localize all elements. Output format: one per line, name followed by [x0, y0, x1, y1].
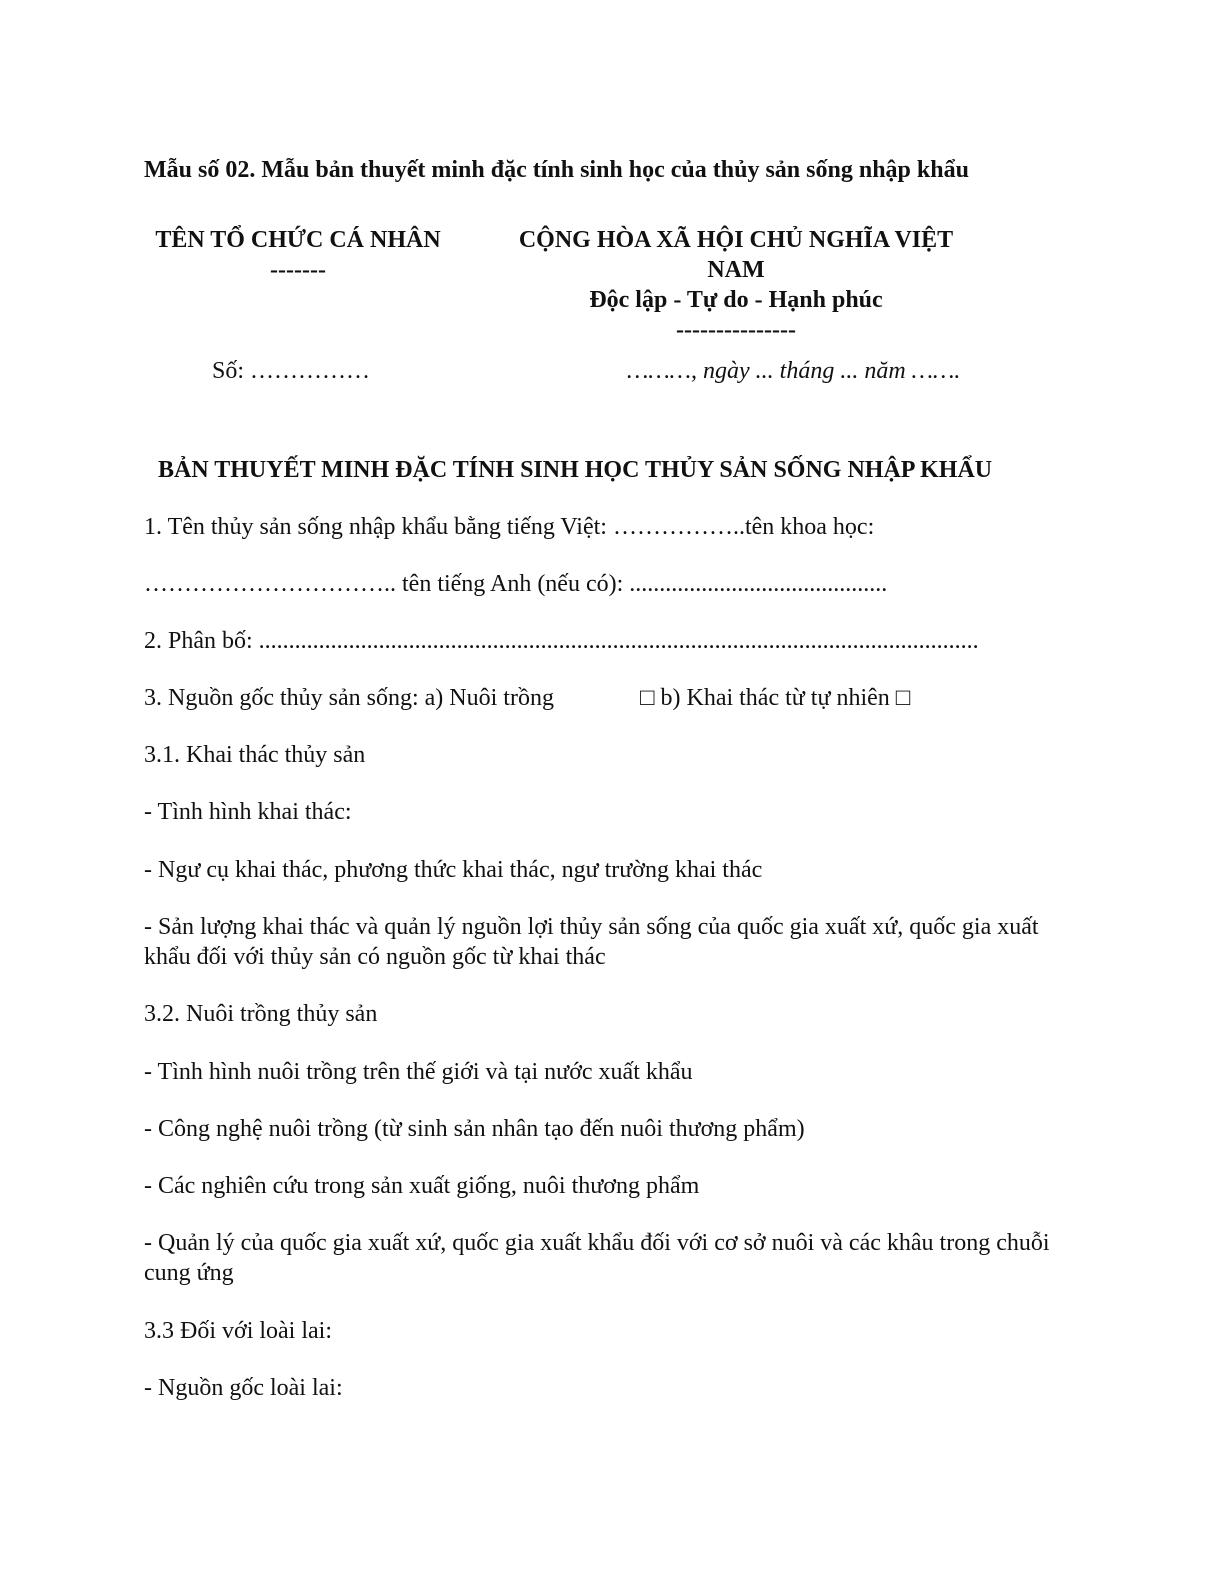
- exploitation-methods: - Ngư cụ khai thác, phương thức khai thác, ngư trường khai thác: [144, 857, 763, 883]
- country-name-line-2: NAM: [707, 257, 765, 283]
- organization-name: TÊN TỔ CHỨC CÁ NHÂN: [155, 227, 441, 253]
- aquaculture-technology: - Công nghệ nuôi trồng (từ sinh sản nhân tạo đến nuôi thương phẩm): [144, 1116, 805, 1142]
- aquaculture-research: - Các nghiên cứu trong sản xuất giống, nuôi thương phẩm: [144, 1173, 700, 1199]
- exploitation-output-management: - Sản lượng khai thác và quản lý nguồn lợi thủy sản sống của quốc gia xuất xứ, quốc gia xuất khẩu đối với thủy sản có nguồn gốc từ khai thác: [144, 914, 1039, 970]
- motto-divider: ---------------: [676, 317, 796, 343]
- national-motto: Độc lập - Tự do - Hạnh phúc: [589, 287, 883, 313]
- item-1-english-name-line: ………………………….. tên tiếng Anh (nếu có): ...........................................: [144, 571, 888, 597]
- aquaculture-management: - Quản lý của quốc gia xuất xứ, quốc gia xuất khẩu đối với cơ sở nuôi và các khâu trong chuỗi cung ứng: [144, 1230, 1050, 1286]
- country-name-line-1: CỘNG HÒA XÃ HỘI CHỦ NGHĨA VIỆT: [518, 227, 954, 253]
- section-3-2-heading: 3.2. Nuôi trồng thủy sản: [144, 1001, 378, 1027]
- item-2-distribution: 2. Phân bố: ........................................................................................................................: [144, 628, 979, 654]
- organization-divider: -------: [270, 257, 326, 283]
- section-3-1-heading: 3.1. Khai thác thủy sản: [144, 742, 366, 768]
- item-3-origin: 3. Nguồn gốc thủy sản sống: a) Nuôi trồng: [144, 685, 554, 711]
- item-3-origin-options: □ b) Khai thác từ tự nhiên □: [640, 685, 911, 711]
- hybrid-origin: - Nguồn gốc loài lai:: [144, 1375, 343, 1401]
- document-number: Số: ……………: [212, 358, 371, 384]
- main-title: BẢN THUYẾT MINH ĐẶC TÍNH SINH HỌC THỦY SẢN SỐNG NHẬP KHẨU: [158, 457, 993, 483]
- item-1-name-line: 1. Tên thủy sản sống nhập khẩu bằng tiếng Việt: ……………..tên khoa học:: [144, 514, 875, 540]
- exploitation-status: - Tình hình khai thác:: [144, 799, 352, 825]
- form-title: Mẫu số 02. Mẫu bản thuyết minh đặc tính sinh học của thủy sản sống nhập khẩu: [144, 157, 969, 183]
- aquaculture-status: - Tình hình nuôi trồng trên thế giới và tại nước xuất khẩu: [144, 1059, 693, 1085]
- document-date: ………, ngày ... tháng ... năm …….: [627, 358, 961, 384]
- section-3-3-heading: 3.3 Đối với loài lai:: [144, 1318, 333, 1344]
